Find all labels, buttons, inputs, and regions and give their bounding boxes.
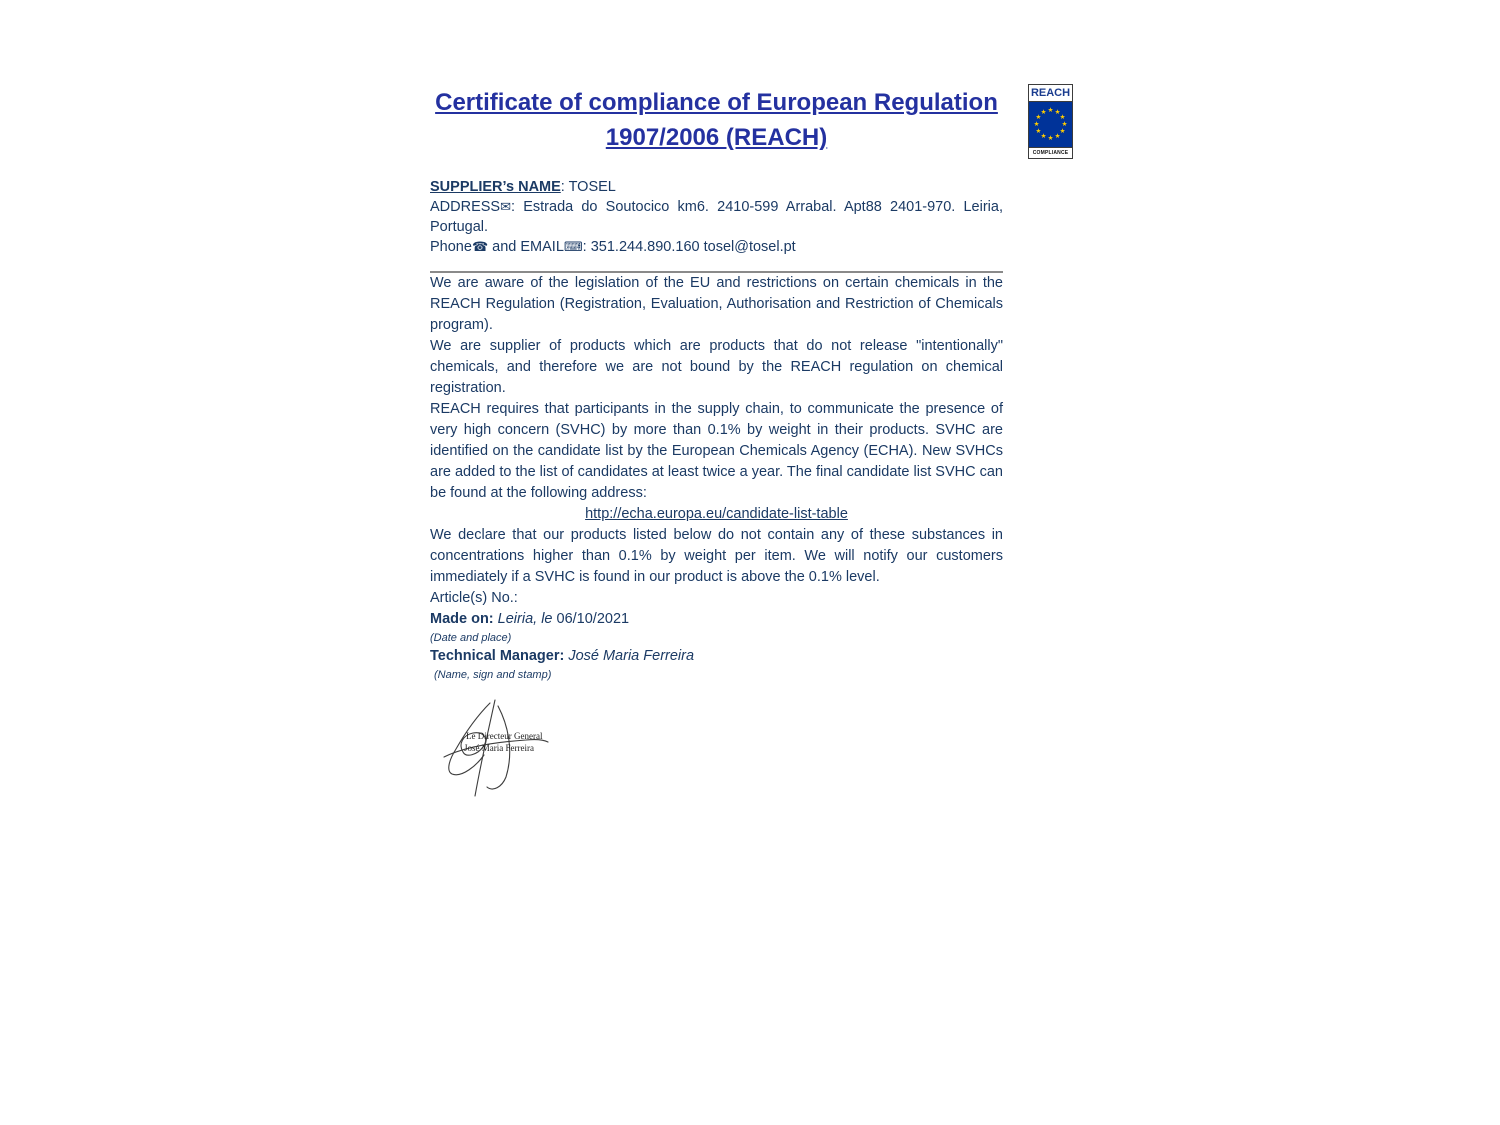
document-body — [430, 85, 1003, 806]
address-value: : Estrada do Soutocico km6. 2410-599 Arrabal. Apt88 2401-970. Leiria, Portugal. — [430, 199, 1003, 235]
paragraph-declaration: We declare that our products listed below do not contain any of these substances in concentrations higher than 0.1% by weight per item. We will notify our customers immediately if a SVHC is found in our product is above the 0.1% level. — [430, 527, 1003, 585]
svg-text:★: ★ — [1054, 133, 1061, 140]
technical-manager-line — [430, 646, 1003, 667]
paragraph-reach-awareness: We are aware of the legislation of the EU and restrictions on certain chemicals in the REACH Regulation (Registration, Evaluation, Authorisation and Restriction of Chemicals program). — [430, 275, 1003, 333]
reach-logo-compliance-label: COMPLIANCE — [1029, 147, 1072, 158]
candidate-list-link[interactable]: http://echa.europa.eu/candidate-list-table — [585, 506, 848, 522]
svg-text:★: ★ — [1047, 107, 1054, 114]
candidate-list-link-line — [430, 504, 1003, 525]
phone-label: Phone — [430, 239, 472, 255]
email-label: and EMAIL — [488, 239, 564, 255]
title-line-1: Certificate of compliance of European Regulation — [435, 89, 998, 116]
sign-stamp-note: (Name, sign and stamp) — [434, 669, 552, 681]
svg-text:★: ★ — [1061, 121, 1068, 128]
paragraph-supplier-statement: We are supplier of products which are products that do not release "intentionally" chemicals, and therefore we are not bound by the REACH regulation on chemical registration. — [430, 338, 1003, 396]
made-on-date: 06/10/2021 — [556, 611, 630, 627]
computer-icon: ⌨ — [563, 239, 583, 254]
signature-text-line-2: José Maria Ferreira — [464, 743, 534, 753]
svg-text:★: ★ — [1054, 109, 1061, 116]
eu-flag-icon — [1029, 102, 1072, 147]
envelope-icon: ✉ — [500, 199, 512, 214]
svg-text:★: ★ — [1047, 135, 1054, 142]
svg-text:★: ★ — [1059, 128, 1066, 135]
supplier-name-line — [430, 177, 1003, 197]
signature-text-line-1: Le Directeur General — [466, 731, 543, 741]
signature-block — [432, 699, 1003, 806]
contact-value: : 351.244.890.160 tosel@tosel.pt — [582, 239, 796, 255]
technical-manager-name: José Maria Ferreira — [564, 648, 695, 664]
article-number-label: Article(s) No.: — [430, 590, 518, 606]
supplier-name-label: SUPPLIER’s NAME — [430, 179, 561, 195]
paragraph-svhc-explanation: REACH requires that participants in the supply chain, to communicate the presence of very high concern (SVHC) by more than 0.1% by weight in their products. SVHC are identified on the candidate list by the European Chemicals Agency (ECHA). New SVHCs are added to the list of candidates at least twice a year. The final candidate list SVHC can be found at the following address: — [430, 401, 1003, 501]
address-label: ADDRESS — [430, 199, 501, 215]
svg-text:★: ★ — [1059, 114, 1066, 121]
supplier-contact-line — [430, 237, 1003, 257]
date-place-note: (Date and place) — [430, 632, 512, 644]
reach-compliance-logo — [1028, 84, 1073, 159]
document-title — [430, 85, 1003, 155]
supplier-address-line — [430, 197, 1003, 237]
signature-scribble-icon — [432, 699, 567, 799]
svg-text:★: ★ — [1040, 133, 1047, 140]
svg-text:★: ★ — [1035, 114, 1042, 121]
technical-manager-label: Technical Manager: — [430, 648, 565, 664]
made-on-label: Made on: — [430, 611, 494, 627]
supplier-name-value: : TOSEL — [560, 179, 616, 195]
svg-text:★: ★ — [1040, 109, 1047, 116]
title-line-2: 1907/2006 (REACH) — [605, 124, 828, 151]
svg-text:★: ★ — [1033, 121, 1040, 128]
made-on-place: Leiria, le — [493, 611, 557, 627]
made-on-line — [430, 609, 1003, 630]
phone-icon: ☎ — [471, 239, 489, 254]
reach-logo-title: REACH — [1029, 85, 1072, 102]
svg-text:★: ★ — [1035, 128, 1042, 135]
